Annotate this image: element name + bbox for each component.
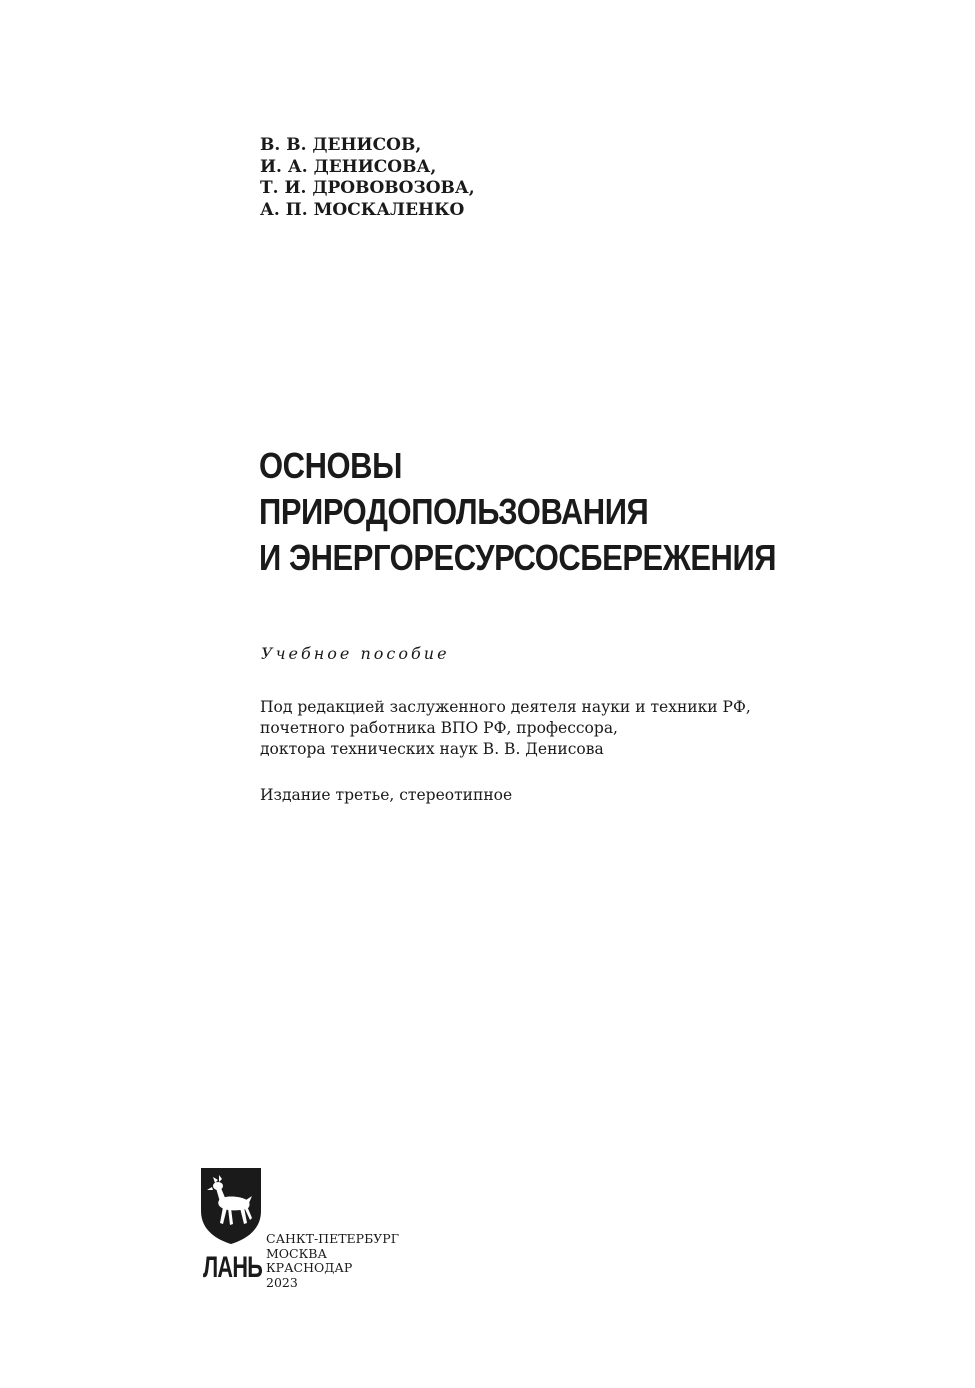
editor-note [260, 697, 751, 760]
publisher-imprint [266, 1232, 399, 1290]
book-subtitle: Учебное пособие [261, 644, 450, 663]
author: Т. И. ДРОВОВОЗОВА, [260, 178, 475, 198]
publisher-logo-text: ЛАНЬ [203, 1251, 263, 1284]
editor-note-line: почетного работника ВПО РФ, профессора, [260, 719, 618, 737]
editor-note-line: Под редакцией заслуженного деятеля науки и техники РФ, [260, 698, 751, 716]
book-title-line: И ЭНЕРГОРЕСУРСОСБЕРЕЖЕНИЯ [259, 537, 777, 578]
author: А. П. МОСКАЛЕНКО [260, 199, 465, 220]
imprint-city: КРАСНОДАР [266, 1260, 353, 1275]
deer-shield-icon [200, 1167, 262, 1245]
author: И. А. ДЕНИСОВА, [260, 156, 437, 177]
edition-note: Издание третье, стереотипное [260, 786, 513, 804]
imprint-city: МОСКВА [266, 1245, 327, 1261]
imprint-year: 2023 [266, 1274, 298, 1290]
editor-note-line: доктора технических наук В. В. Денисова [260, 740, 604, 758]
author-list [260, 135, 475, 221]
imprint-city: САНКТ-ПЕТЕРБУРГ [266, 1231, 399, 1246]
author: В. В. ДЕНИСОВ, [260, 135, 422, 155]
book-title-line: ОСНОВЫ [259, 445, 402, 486]
book-title-line: ПРИРОДОПОЛЬЗОВАНИЯ [259, 491, 649, 532]
book-title [259, 443, 776, 581]
